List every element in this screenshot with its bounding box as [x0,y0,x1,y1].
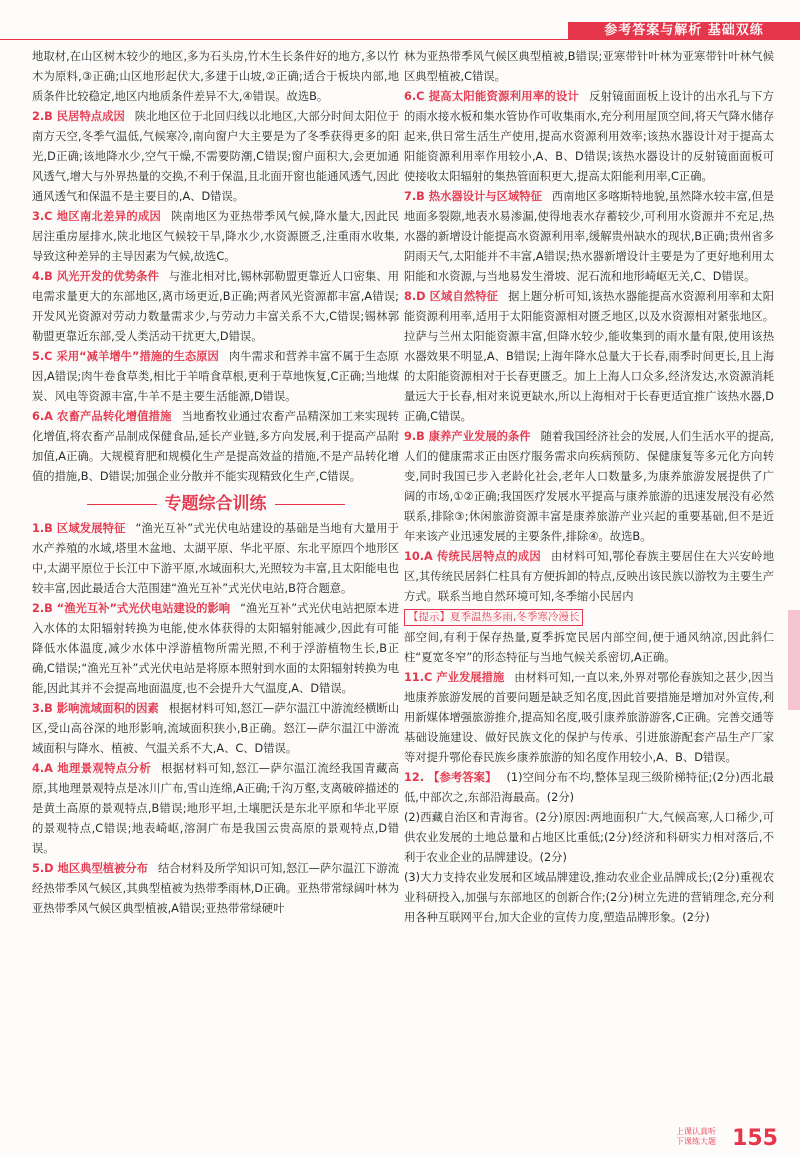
answer-text: 由材料可知,一直以来,外界对鄂伦春族知之甚少,因当地康养旅游发展的首要问题是缺乏知名度,因此首要措施是增加对外宣传,利用新媒体增强旅游推介,提高知名度,吸引康养旅游游客,C正确。完善交通等基础设施建设、做好民族文化的保护与传承、引进旅游配套产品生产厂家等对提升鄂伦春民族乡康养旅游的知名度作用较小,A、B、D错误。 [404,671,774,764]
section-heading [32,491,399,517]
answer-12 [404,768,774,808]
answer-tag: “渔光互补”式光伏电站建设的影响 [56,602,231,615]
answer-line: (2)西藏自治区和青海省。(2分)原因:两地面积广大,气候高寒,人口稀少,可供农业发展的土地总量和占地区比重低;(2分)经济和科研实力相对落后,不利于农业企业的品牌建设。(2分) [404,811,774,864]
answer-tag: 区域发展特征 [56,522,126,535]
answer-text: 肉牛需求和营养丰富不属于生态原因,A错误;肉牛卷食草类,相比于羊啃食草根,更利于草地恢复,C正确;当地煤炭、风电等资源丰富,牛羊不是主要生活能源,D错误。 [32,350,399,403]
answer-item [32,407,399,487]
answer-item [404,87,774,187]
answer-item [32,759,399,859]
answer-number: 6.C [404,90,425,103]
answer-item [32,347,399,407]
answer-tag: 影响流域面积的因素 [56,702,159,715]
answer-text: 与淮北相对比,锡林郭勒盟更靠近人口密集、用电需求量更大的东部地区,离市场更近,B正确;两者风光资源都丰富,A错误;开发风光资源对劳动力数量需求少,与劳动力丰富关系不大,C错误;锡林郭勒盟更靠近东部,受人类活动干扰更大,D错误。 [32,270,399,343]
answer-number: 4.A [32,762,53,775]
answer-item [404,668,774,768]
answer-number: 12. [404,771,425,784]
answer-text: “渔光互补”式光伏电站建设的基础是当地有大量用于水产养殖的水域,塔里木盆地、太湖平原、华北平原、东北平原四个地形区中,太湖平原位于长江中下游平原,水域面积大,光照较为丰富,且太阳能电也较丰富,因此最适合大范围建“渔光互补”式光伏电站,B符合题意。 [32,522,399,595]
answer-tag: 区域自然特征 [429,290,499,303]
answer-number: 1.B [32,522,53,535]
right-after-hint: 部空间,有利于保存热量,夏季拆宽民居内部空间,便于通风纳凉,因此斜仁柱“夏宽冬窄”的形态特征与当地气候关系密切,A正确。 [404,631,774,664]
answer-item [32,599,399,699]
answer-line: (3)大力支持农业发展和区域品牌建设,推动农业企业品牌成长;(2分)重视农业科研投入,加强与东部地区的创新合作;(2分)树立先进的营销理念,充分利用各种互联网平台,加大企业的宣传力度,塑造品牌形象。(2分) [404,871,774,924]
answer-tag: 产业发展措施 [436,671,505,684]
answer-number: 3.B [32,702,53,715]
answer-text: 由材料可知,鄂伦春族主要居住在大兴安岭地区,其传统民居斜仁柱具有方便拆卸的特点,反映出该民族以游牧为主要生产方式。联系当地自然环境可知,冬季缩小民居内 [404,550,774,603]
answer-item [32,519,399,599]
answer-text: 根据材料可知,怒江—萨尔温江流经我国青藏高原,其地理景观特点是冰川广布,雪山连绵,A正确;千沟万壑,支离破碎描述的是黄土高原的景观特点,B错误;地形平坦,土壤肥沃是东北平原和华北平原的景观特点,C错误;地表崎岖,溶洞广布是我国云贵高原的景观特点,D错误。 [32,762,399,855]
answer-tag: 地区典型植被分布 [57,862,148,875]
header-rule [0,39,800,40]
answer-item [404,187,774,287]
answer-tag: 地区南北差异的成因 [56,210,162,223]
answer-line: (1)空间分布不均,整体呈现三级阶梯特征;(2分)西北最低,中部次之,东部沿海最高。(2分) [404,771,774,804]
answer-number: 5.D [32,862,54,875]
answer-number: 5.C [32,350,53,363]
answer-item [32,859,399,919]
answer-tag: 提高太阳能资源利用率的设计 [428,90,580,103]
left-column [32,47,399,919]
answer-item [32,107,399,207]
answer-number: 2.B [32,110,53,123]
answer-text: 结合材料及所学知识可知,怒江—萨尔温江下游流经热带季风气候区,其典型植被为热带季雨林,D正确。亚热带常绿阔叶林为亚热带季风气候区典型植被,A错误;亚热带常绿硬叶 [32,862,399,915]
answer-item [32,207,399,267]
answer-item [404,427,774,547]
answer-tag: 采用“减羊增牛”措施的生态原因 [56,350,219,363]
answer-number: 7.B [404,190,425,203]
header-title: 参考答案与解析 基础双练 [568,22,800,40]
answer-tag: 热水器设计与区域特征 [428,190,542,203]
answer-text: 随着我国经济社会的发展,人们生活水平的提高,人们的健康需求正由医疗服务需求向疾病预防、保健康复等多元化方向转变,同时我国已步入老龄化社会,老年人口数量多,为康养旅游发展提供了广阔的市场,①②正确;我国医疗发展水平提高与康养旅游的迅速发展没有必然联系,排除③;休闲旅游资源丰富是康养旅游产业兴起的重要基础,但不是近年来该产业迅速发展的主要条件,排除④。故选B。 [404,430,774,543]
answer-text: 陕南地区为亚热带季风气候,降水量大,因此民居注重房屋排水,陕北地区气候较干旱,降水少,水资源匮乏,注重雨水收集,导致这种差异的主导因素为气候,故选C。 [32,210,399,263]
hint-box: 【提示】夏季温热多雨,冬季寒冷漫长 [404,609,583,626]
answer-tag: 【参考答案】 [428,771,497,784]
answer-text: 西南地区多喀斯特地貌,虽然降水较丰富,但是地面多裂隙,地表水易渗漏,使得地表水存蓄较少,可利用水资源并不充足,热水器的新增设计能提高水资源利用率,缓解贵州缺水的现状,B正确;贵州省多阴雨天气,太阳能并不丰富,A错误;热水器新增设计主要是为了更好地利用太阳能和水资源,与当地易发生滑坡、泥石流和地形崎岖无关,C、D错误。 [404,190,774,283]
answer-tag: 风光开发的优势条件 [56,270,159,283]
answer-number: 11.C [404,671,433,684]
answer-text: 据上题分析可知,该热水器能提高水资源利用率和太阳能资源利用率,适用于太阳能资源相对匮乏地区,以及水资源相对紧张地区。拉萨与兰州太阳能资源丰富,但降水较少,能收集到的雨水量有限,使用该热水器效果不明显,A、B错误;上海年降水总量大于长春,雨季时间更长,且上海的太阳能资源相对于长春更匮乏。加上上海人口众多,经济发达,水资源消耗量远大于长春,相对来说更缺水,所以上海相对于长春更适宜推广该热水器,D正确,C错误。 [404,290,774,423]
answer-tag: 地理景观特点分析 [56,762,152,775]
section-title: 专题综合训练 [164,494,267,514]
answer-tag: 农畜产品转化增值措施 [56,410,172,423]
answer-number: 10.A [404,550,433,563]
answer-number: 9.B [404,430,425,443]
answer-item [32,267,399,347]
answer-tag: 康养产业发展的条件 [428,430,531,443]
answer-number: 4.B [32,270,53,283]
answer-number: 6.A [32,410,53,423]
answer-item [404,287,774,427]
side-tab [788,610,800,710]
footer-slogan: 上课认真听 下课练大题 [676,1127,716,1146]
answer-number: 8.D [404,290,426,303]
answer-tag: 民居特点成因 [56,110,125,123]
left-intro: 地取材,在山区树木较少的地区,多为石头房,竹木生长条件好的地方,多以竹木为原料,③正确;山区地形起伏大,多建于山坡,②正确;适合于板块内部,地质条件比较稳定,地区内地质条件差异不大,④错误。故选B。 [32,50,399,103]
answer-text: “渔光互补”式光伏电站把原本进入水体的太阳辐射转换为电能,使水体获得的太阳辐射能减少,因此有可能降低水体温度,减少水体中浮游植物所需光照,不利于浮游植物生长,B正确,C错误;“渔光互补”式光伏电站是将原本照射到水面的太阳辐射转换为电能,因此其并不会提高地面温度,也不会提升大气温度,A、D错误。 [32,602,399,695]
answer-item [404,547,774,607]
answer-text: 陕北地区位于北回归线以北地区,大部分时间太阳位于南方天空,冬季气温低,气候寒冷,南向窗户大主要是为了冬季获得更多的阳光,D正确;该地降水少,空气干燥,不需要防潮,C错误;窗户面积大,会更加通风透气,增大与外界热量的交换,不利于保温,且北面开窗也能通风透气,因此通风透气和保温不是主要目的,A、D错误。 [32,110,399,203]
answer-text: 反射镜面面板上设计的出水孔与下方的雨水接水板和集水管协作可收集雨水,充分利用屋顶空间,将天气降水储存起来,供日常生活生产使用,提高水资源利用效率;该热水器设计对于提高太阳能资源利用率作用较小,A、B、D错误;该热水器设计的反射镜面面板可使接收太阳辐射的集热管面积更大,提高太阳能利用率,C正确。 [404,90,774,183]
answer-text: 当地畜牧业通过农畜产品精深加工来实现转化增值,将农畜产品制成保健食品,延长产业链,多方向发展,利于提高产品附加值,A正确。大规模育肥和规模化生产是提高效益的措施,不是产品转化增值的措施,B、D错误;加强企业分散并不能实现精致化生产,C错误。 [32,410,399,483]
answer-text: 根据材料可知,怒江—萨尔温江中游流经横断山区,受山高谷深的地形影响,流域面积狭小,B正确。怒江—萨尔温江中游流域面积与降水、植被、气温关系不大,A、C、D错误。 [32,702,399,755]
answer-item [32,699,399,759]
right-column [404,47,774,928]
right-intro: 林为亚热带季风气候区典型植被,B错误;亚寒带针叶林为亚寒带针叶林气候区典型植被,C错误。 [404,50,774,83]
answer-number: 3.C [32,210,53,223]
answer-tag: 传统民居特点的成因 [436,550,541,563]
page-header [0,0,800,40]
answer-number: 2.B [32,602,53,615]
page-number: 155 [732,1126,778,1151]
